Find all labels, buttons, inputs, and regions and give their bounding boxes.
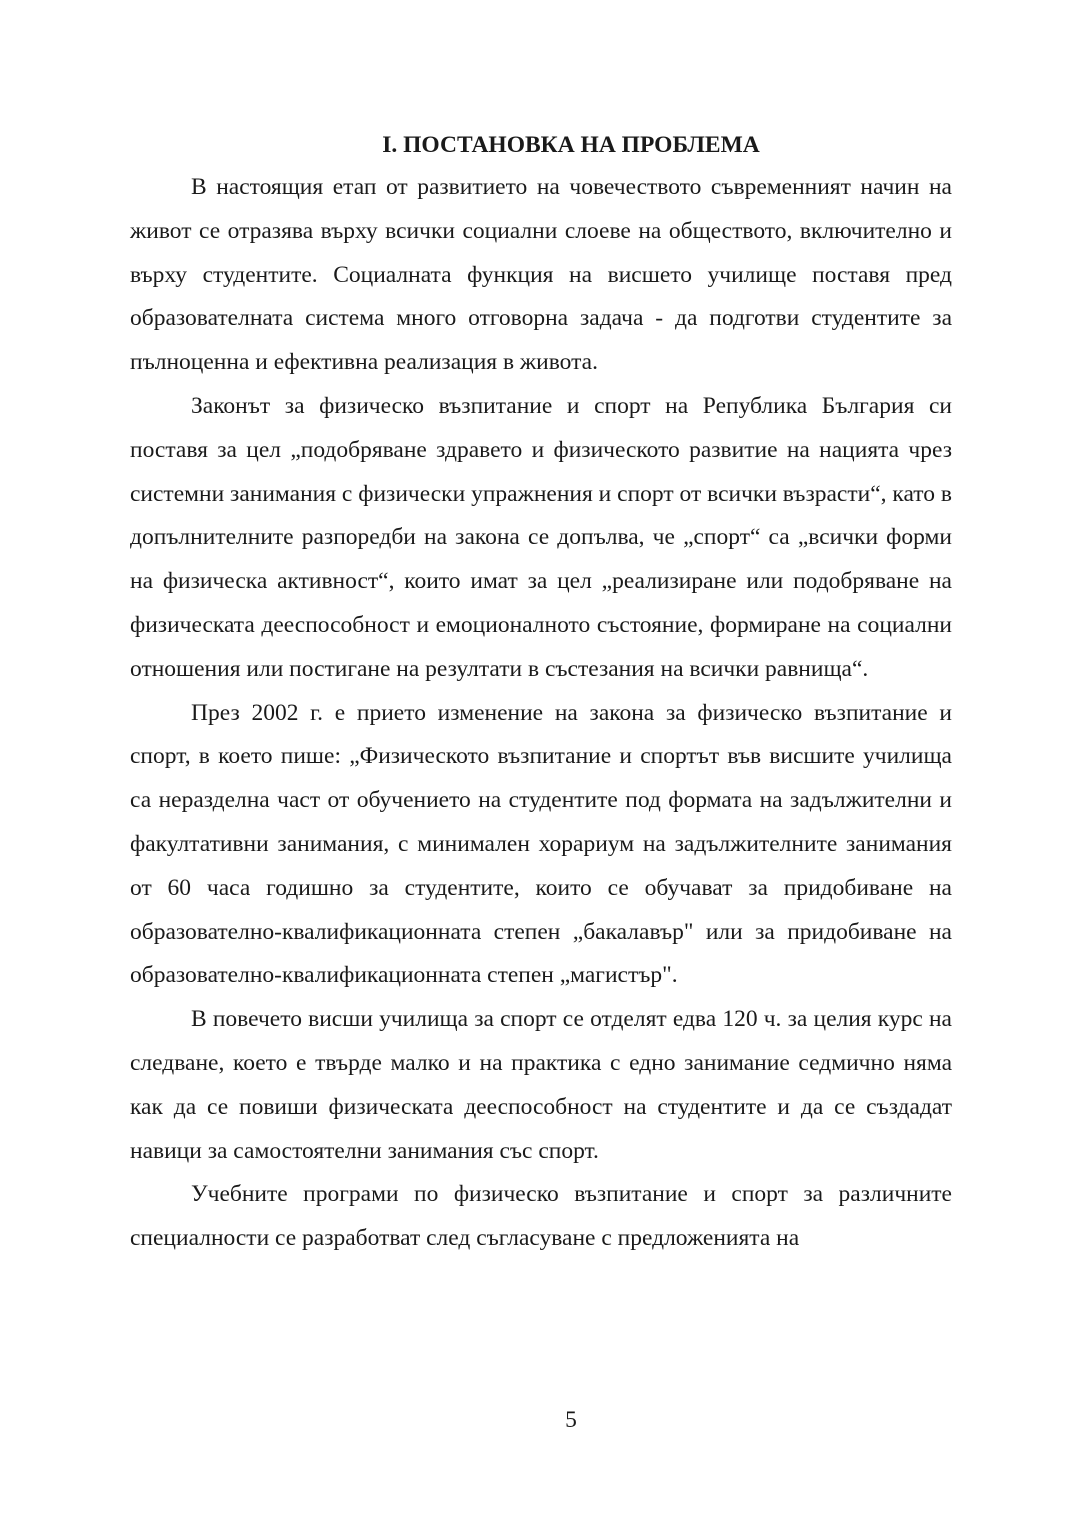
page-number: 5 — [565, 1407, 577, 1433]
paragraph-5: Учебните програми по физическо възпитание и спорт за различните специалности се разработват след съгласуване с предложенията на — [130, 1181, 952, 1252]
paragraph-3: През 2002 г. е прието изменение на закона за физическо възпитание и спорт, в което пише: „Физическото възпитание и спортът във висшите училища са неразделна част от обучението на студентите под формата на задължителни и факултативни занимания, с минимален хорариум на задължителните занимания от 60 часа годишно за студентите, които се обучават за придобиване на образователно-квалификационната степен „бакалавър" или за придобиване на образователно-квалификационната степен „магистър". — [130, 699, 952, 989]
paragraph-4: В повечето висши училища за спорт се отделят едва 120 ч. за целия курс на следване, което е твърде малко и на практика с едно занимание седмично няма как да се повиши физическата дееспособност на студентите и да се създадат навици за самостоятелни занимания със спорт. — [130, 1006, 952, 1164]
section-title: I. ПОСТАНОВКА НА ПРОБЛЕМА — [382, 132, 760, 158]
paragraph-1: В настоящия етап от развитието на човечеството съвременният начин на живот се отразява върху всички социални слоеве на обществото, включително и върху студентите. Социалната функция на висшето училище поставя пред образователната система много отговорна задача - да подготви студентите за пълноценна и ефективна реализация в живота. — [130, 174, 952, 376]
paragraph-2: Законът за физическо възпитание и спорт на Република България си поставя за цел „подобряване здравето и физическото развитие на нацията чрез системни занимания с физически упражнения и спорт от всички възрасти“, като в допълнителните разпоредби на закона се допълва, че „спорт“ са „всички форми на физическа активност“, които имат за цел „реализиране или подобряване на физическата дееспособност и емоционалното състояние, формиране на социални отношения или постигане на резултати в състезания на всички равнища“. — [130, 392, 952, 682]
page-body — [130, 126, 952, 1261]
